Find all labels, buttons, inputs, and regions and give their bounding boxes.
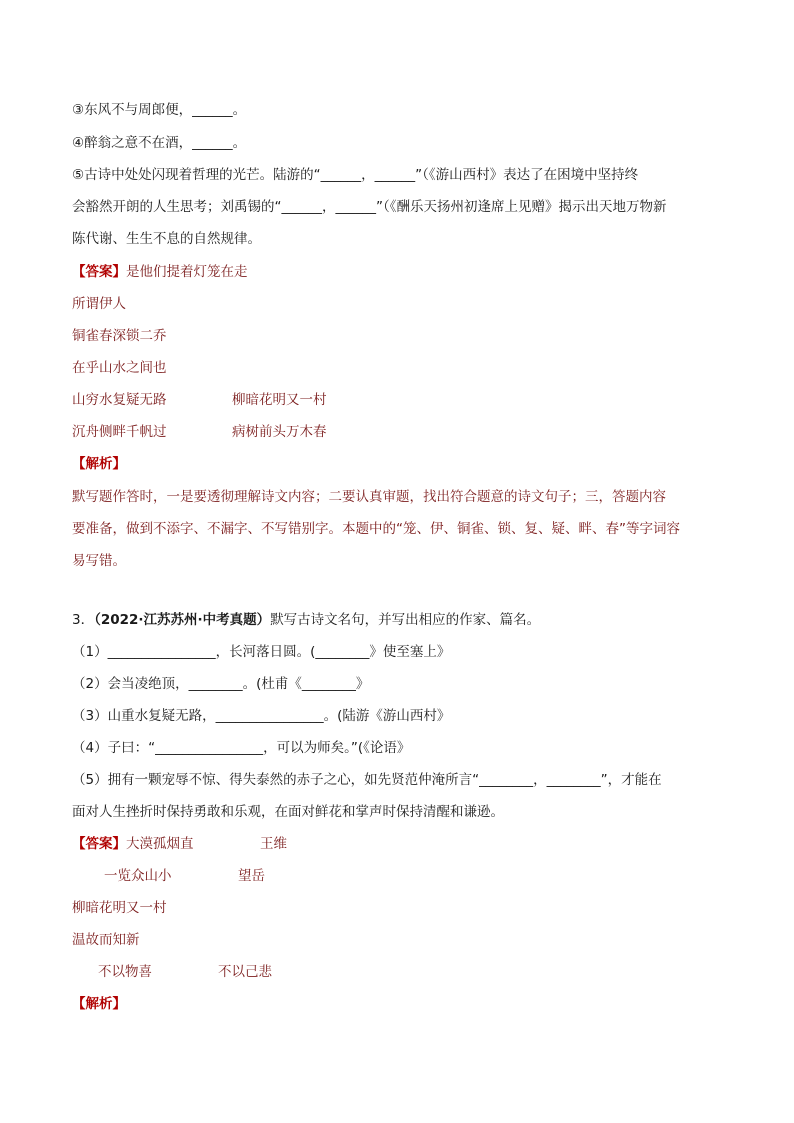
question-3-item-3: （3）山重水复疑无路，________________。(陆游《游山西村》: [72, 708, 451, 724]
answer-text: 是他们提着灯笼在走: [126, 264, 248, 280]
q3-answer-row-1: [72, 834, 287, 854]
answer-text: 不以己悲: [218, 964, 272, 980]
answer-row-1: [72, 262, 248, 282]
question-item-5-line3: 陈代谢、生生不息的自然规律。: [72, 231, 261, 247]
question-item-4: ④醉翁之意不在酒，______。: [72, 135, 247, 151]
question-item-5-line1: ⑤古诗中处处闪现着哲理的光芒。陆游的“______，______”（《游山西村》表达了在困境中坚持终: [72, 167, 639, 183]
analysis-line-2: 要准备，做到不添字、不漏字、不写错别字。本题中的“笼、伊、铜雀、锁、复、疑、畔、春”等字词容: [72, 521, 680, 537]
analysis-tag: 【解析】: [72, 996, 126, 1012]
question-item-3: ③东风不与周郎便，______。: [72, 102, 247, 118]
question-3-item-2: （2）会当凌绝顶，________。(杜甫《________》: [72, 676, 370, 692]
question-source: （2022·江苏苏州·中考真题）: [94, 612, 271, 628]
analysis-tag: 【解析】: [72, 456, 126, 472]
answer-text: 王维: [260, 836, 287, 852]
answer-text: 山穷水复疑无路: [72, 392, 167, 408]
question-3-item-4: （4）子曰：“________________，可以为师矣。”(《论语》: [72, 740, 411, 756]
answer-text: 沉舟侧畔千帆过: [72, 424, 167, 440]
question-3-item-5-line2: 面对人生挫折时保持勇敢和乐观，在面对鲜花和掌声时保持清醒和谦逊。: [72, 804, 504, 820]
answer-row-5: [72, 390, 327, 410]
answer-text: 不以物喜: [98, 964, 152, 980]
answer-text: 大漠孤烟直: [126, 836, 194, 852]
q3-answer-row-4: 温故而知新: [72, 932, 140, 948]
question-3-heading: [72, 610, 540, 630]
answer-row-3: 铜雀春深锁二乔: [72, 328, 167, 344]
answer-text: 一览众山小: [104, 868, 172, 884]
answer-text: 望岳: [238, 868, 265, 884]
question-item-5-line2: 会豁然开朗的人生思考；刘禹锡的“______，______”（《酬乐天扬州初逢席上见赠》揭示出天地万物新: [72, 199, 667, 215]
analysis-line-3: 易写错。: [72, 553, 126, 569]
answer-tag: 【答案】: [72, 264, 126, 280]
answer-row-6: [72, 422, 327, 442]
analysis-heading: [72, 454, 126, 474]
q3-answer-row-2: [104, 866, 265, 886]
answer-text: 柳暗花明又一村: [232, 392, 327, 408]
question-3-item-5-line1: （5）拥有一颗宠辱不惊、得失泰然的赤子之心，如先贤范仲淹所言“________，________”，才能在: [72, 772, 662, 788]
answer-text: 病树前头万木春: [232, 424, 327, 440]
q3-answer-row-3: 柳暗花明又一村: [72, 900, 167, 916]
answer-tag: 【答案】: [72, 836, 126, 852]
question-3-item-1: （1）________________，长河落日圆。(________》使至塞上》: [72, 644, 451, 660]
q3-analysis-heading: [72, 994, 126, 1014]
analysis-line-1: 默写题作答时，一是要透彻理解诗文内容；二要认真审题，找出符合题意的诗文句子；三，答题内容: [72, 489, 666, 505]
answer-row-2: 所谓伊人: [72, 296, 126, 312]
question-number: 3．: [72, 612, 95, 628]
answer-row-4: 在乎山水之间也: [72, 360, 167, 376]
q3-answer-row-5: [98, 962, 272, 982]
question-prompt: 默写古诗文名句，并写出相应的作家、篇名。: [270, 612, 541, 628]
